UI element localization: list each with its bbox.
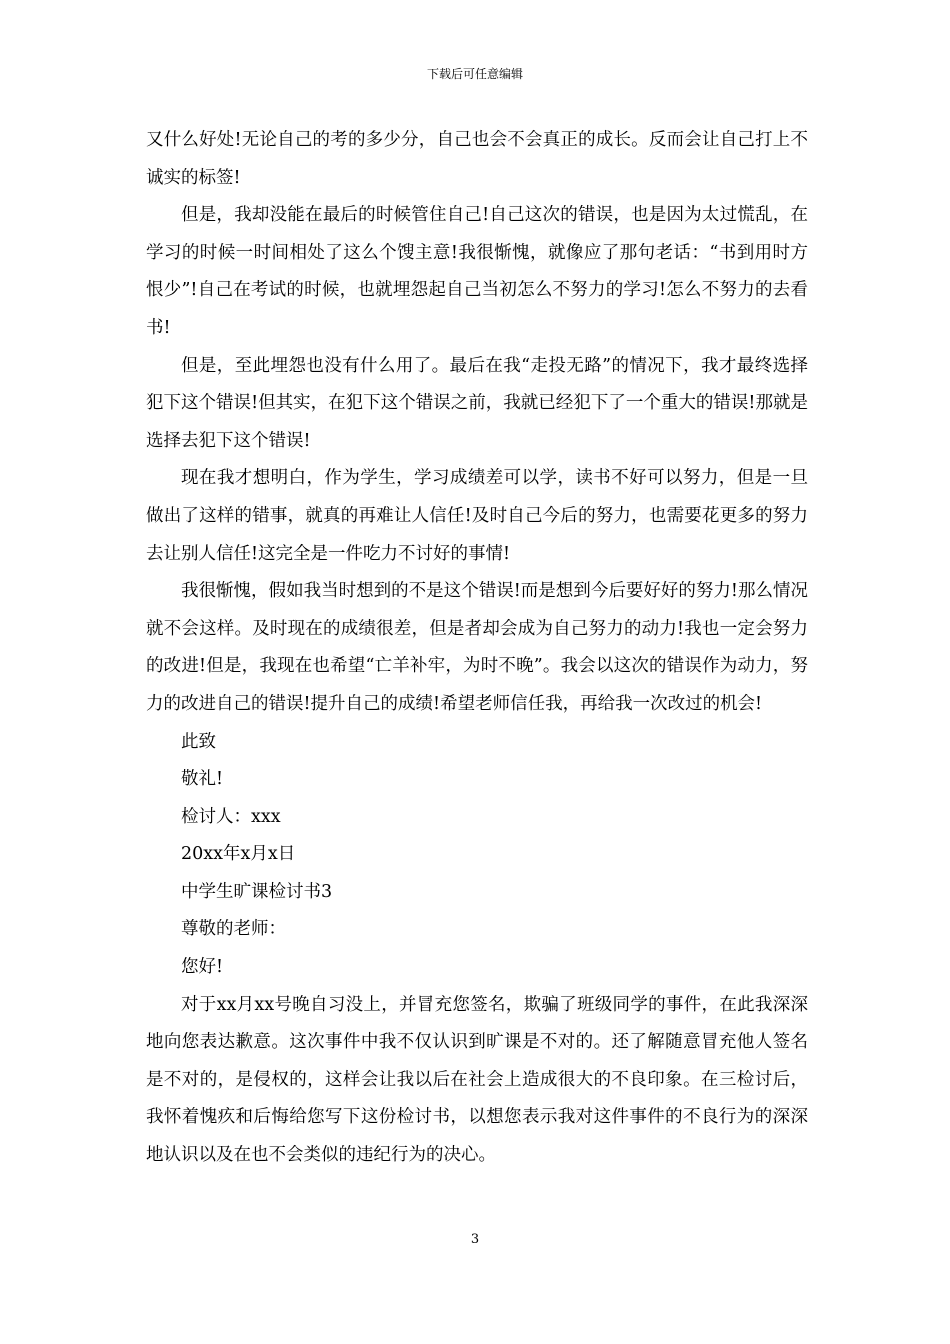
date-line: 20xx年x月x日 <box>181 844 296 865</box>
paragraph: 但是，至此埋怨也没有什么用了。最后在我“走投无路”的情况下，我才最终选择犯下这个错误!但其实，在犯下这个错误之前，我就已经犯下了一个重大的错误!那就是选择去犯下这个错误! <box>146 355 808 451</box>
paragraph: 但是，我却没能在最后的时候管住自己!自己这次的错误，也是因为太过慌乱，在学习的时候一时间相处了这么个馊主意!我很惭愧，就像应了那句老话：“书到用时方恨少”!自己在考试的时候，也就埋怨起自己当初怎么不努力的学习!怎么不努力的去看书! <box>146 205 808 338</box>
closing-salutation: 此致 <box>181 731 216 752</box>
paragraph: 对于xx月xx号晚自习没上，并冒充您签名，欺骗了班级同学的事件，在此我深深地向您表达歉意。这次事件中我不仅认识到旷课是不对的。还了解随意冒充他人签名是不对的，是侵权的，这样会让我以后在社会上造成很大的不良印象。在三检讨后，我怀着愧疚和后悔给您写下这份检讨书，以想您表示我对这件事件的不良行为的深深地认识以及在也不会类似的违纪行为的决心。 <box>146 994 808 1166</box>
greeting-addressee: 尊敬的老师： <box>181 919 286 940</box>
page-header: 下载后可任意编辑 <box>426 67 523 81</box>
greeting-hello: 您好! <box>181 957 224 978</box>
section-title: 中学生旷课检讨书3 <box>181 881 333 902</box>
paragraph-continued: 又什么好处!无论自己的考的多少分，自己也会不会真正的成长。反而会让自己打上不诚实的标签! <box>146 130 808 188</box>
closing-regards: 敬礼! <box>181 769 224 790</box>
paragraph: 我很惭愧，假如我当时想到的不是这个错误!而是想到今后要好好的努力!那么情况就不会这样。及时现在的成绩很差，但是者却会成为自己努力的动力!我也一定会努力的改进!但是，我现在也希望“亡羊补牢，为时不晚”。我会以这次的错误作为动力，努力的改进自己的错误!提升自己的成绩!希望老师信任我，再给我一次改过的机会! <box>146 581 808 714</box>
paragraph: 现在我才想明白，作为学生，学习成绩差可以学，读书不好可以努力，但是一旦做出了这样的错事，就真的再难让人信任!及时自己今后的努力，也需要花更多的努力去让别人信任!这完全是一件吃力不讨好的事情! <box>146 468 808 564</box>
document-body <box>146 122 808 1175</box>
signature-line: 检讨人：xxx <box>181 806 281 827</box>
page-number: 3 <box>470 1232 480 1247</box>
